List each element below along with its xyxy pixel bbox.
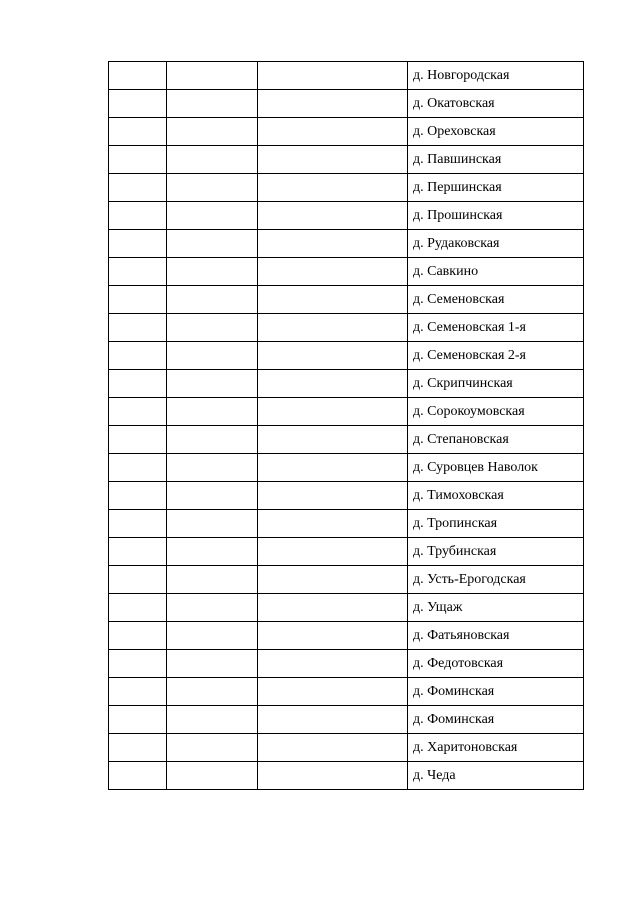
cell-col-1 — [109, 566, 167, 594]
cell-col-3 — [258, 118, 408, 146]
settlement-name-cell: д. Степановская — [408, 426, 584, 454]
cell-col-2 — [167, 370, 258, 398]
table-row — [109, 454, 584, 482]
cell-col-1 — [109, 314, 167, 342]
settlement-name-cell: д. Окатовская — [408, 90, 584, 118]
cell-col-3 — [258, 342, 408, 370]
table-row — [109, 482, 584, 510]
cell-col-1 — [109, 118, 167, 146]
cell-col-2 — [167, 398, 258, 426]
table-row — [109, 174, 584, 202]
cell-col-2 — [167, 482, 258, 510]
cell-col-2 — [167, 762, 258, 790]
cell-col-1 — [109, 62, 167, 90]
cell-col-1 — [109, 258, 167, 286]
table-body — [109, 62, 584, 790]
cell-col-2 — [167, 230, 258, 258]
cell-col-2 — [167, 118, 258, 146]
table-row — [109, 594, 584, 622]
cell-col-3 — [258, 678, 408, 706]
cell-col-3 — [258, 370, 408, 398]
cell-col-2 — [167, 90, 258, 118]
settlement-name-cell: д. Павшинская — [408, 146, 584, 174]
settlement-name-cell: д. Тропинская — [408, 510, 584, 538]
settlement-name-cell: д. Ущаж — [408, 594, 584, 622]
table-row — [109, 62, 584, 90]
cell-col-2 — [167, 594, 258, 622]
settlement-name-cell: д. Харитоновская — [408, 734, 584, 762]
cell-col-3 — [258, 174, 408, 202]
table-row — [109, 650, 584, 678]
settlement-name-cell: д. Семеновская 1-я — [408, 314, 584, 342]
cell-col-3 — [258, 62, 408, 90]
table-row — [109, 706, 584, 734]
cell-col-3 — [258, 202, 408, 230]
cell-col-3 — [258, 482, 408, 510]
cell-col-2 — [167, 678, 258, 706]
cell-col-2 — [167, 342, 258, 370]
table-row — [109, 314, 584, 342]
cell-col-1 — [109, 146, 167, 174]
cell-col-2 — [167, 174, 258, 202]
table-row — [109, 90, 584, 118]
cell-col-1 — [109, 482, 167, 510]
cell-col-2 — [167, 62, 258, 90]
cell-col-1 — [109, 342, 167, 370]
cell-col-3 — [258, 510, 408, 538]
cell-col-2 — [167, 314, 258, 342]
settlement-name-cell: д. Савкино — [408, 258, 584, 286]
table-row — [109, 426, 584, 454]
table-row — [109, 146, 584, 174]
cell-col-1 — [109, 650, 167, 678]
cell-col-3 — [258, 90, 408, 118]
table-row — [109, 286, 584, 314]
cell-col-3 — [258, 146, 408, 174]
settlement-name-cell: д. Фатьяновская — [408, 622, 584, 650]
cell-col-1 — [109, 706, 167, 734]
cell-col-3 — [258, 622, 408, 650]
table-row — [109, 510, 584, 538]
cell-col-2 — [167, 622, 258, 650]
cell-col-3 — [258, 426, 408, 454]
settlement-name-cell: д. Новгородская — [408, 62, 584, 90]
table-row — [109, 734, 584, 762]
cell-col-3 — [258, 706, 408, 734]
cell-col-1 — [109, 510, 167, 538]
cell-col-1 — [109, 230, 167, 258]
cell-col-3 — [258, 454, 408, 482]
cell-col-2 — [167, 202, 258, 230]
settlement-name-cell: д. Рудаковская — [408, 230, 584, 258]
settlement-name-cell: д. Фоминская — [408, 706, 584, 734]
table-row — [109, 678, 584, 706]
table-row — [109, 762, 584, 790]
cell-col-2 — [167, 734, 258, 762]
table-row — [109, 258, 584, 286]
cell-col-2 — [167, 566, 258, 594]
cell-col-1 — [109, 678, 167, 706]
settlement-name-cell: д. Семеновская 2-я — [408, 342, 584, 370]
cell-col-2 — [167, 706, 258, 734]
settlement-name-cell: д. Федотовская — [408, 650, 584, 678]
settlement-name-cell: д. Скрипчинская — [408, 370, 584, 398]
cell-col-3 — [258, 650, 408, 678]
table-row — [109, 118, 584, 146]
cell-col-3 — [258, 566, 408, 594]
cell-col-3 — [258, 538, 408, 566]
settlement-name-cell: д. Сорокоумовская — [408, 398, 584, 426]
table-row — [109, 398, 584, 426]
cell-col-1 — [109, 426, 167, 454]
settlement-name-cell: д. Усть-Ерогодская — [408, 566, 584, 594]
cell-col-2 — [167, 454, 258, 482]
cell-col-3 — [258, 762, 408, 790]
table-row — [109, 342, 584, 370]
cell-col-1 — [109, 762, 167, 790]
table-row — [109, 202, 584, 230]
settlement-name-cell: д. Тимоховская — [408, 482, 584, 510]
cell-col-1 — [109, 90, 167, 118]
settlement-name-cell: д. Семеновская — [408, 286, 584, 314]
settlement-name-cell: д. Трубинская — [408, 538, 584, 566]
cell-col-1 — [109, 594, 167, 622]
settlement-name-cell: д. Прошинская — [408, 202, 584, 230]
cell-col-1 — [109, 454, 167, 482]
cell-col-1 — [109, 174, 167, 202]
settlement-name-cell: д. Суровцев Наволок — [408, 454, 584, 482]
cell-col-2 — [167, 286, 258, 314]
cell-col-1 — [109, 286, 167, 314]
cell-col-1 — [109, 370, 167, 398]
cell-col-3 — [258, 314, 408, 342]
cell-col-3 — [258, 230, 408, 258]
table-row — [109, 566, 584, 594]
cell-col-1 — [109, 734, 167, 762]
cell-col-1 — [109, 398, 167, 426]
cell-col-2 — [167, 538, 258, 566]
cell-col-3 — [258, 398, 408, 426]
cell-col-1 — [109, 622, 167, 650]
settlement-name-cell: д. Ореховская — [408, 118, 584, 146]
cell-col-1 — [109, 538, 167, 566]
cell-col-3 — [258, 734, 408, 762]
cell-col-3 — [258, 286, 408, 314]
cell-col-2 — [167, 146, 258, 174]
cell-col-1 — [109, 202, 167, 230]
cell-col-2 — [167, 510, 258, 538]
cell-col-2 — [167, 426, 258, 454]
cell-col-2 — [167, 258, 258, 286]
table-row — [109, 538, 584, 566]
settlement-name-cell: д. Фоминская — [408, 678, 584, 706]
cell-col-2 — [167, 650, 258, 678]
cell-col-3 — [258, 594, 408, 622]
table-row — [109, 230, 584, 258]
table-row — [109, 370, 584, 398]
settlement-name-cell: д. Чеда — [408, 762, 584, 790]
cell-col-3 — [258, 258, 408, 286]
settlements-table — [108, 61, 584, 790]
table-row — [109, 622, 584, 650]
settlement-name-cell: д. Першинская — [408, 174, 584, 202]
